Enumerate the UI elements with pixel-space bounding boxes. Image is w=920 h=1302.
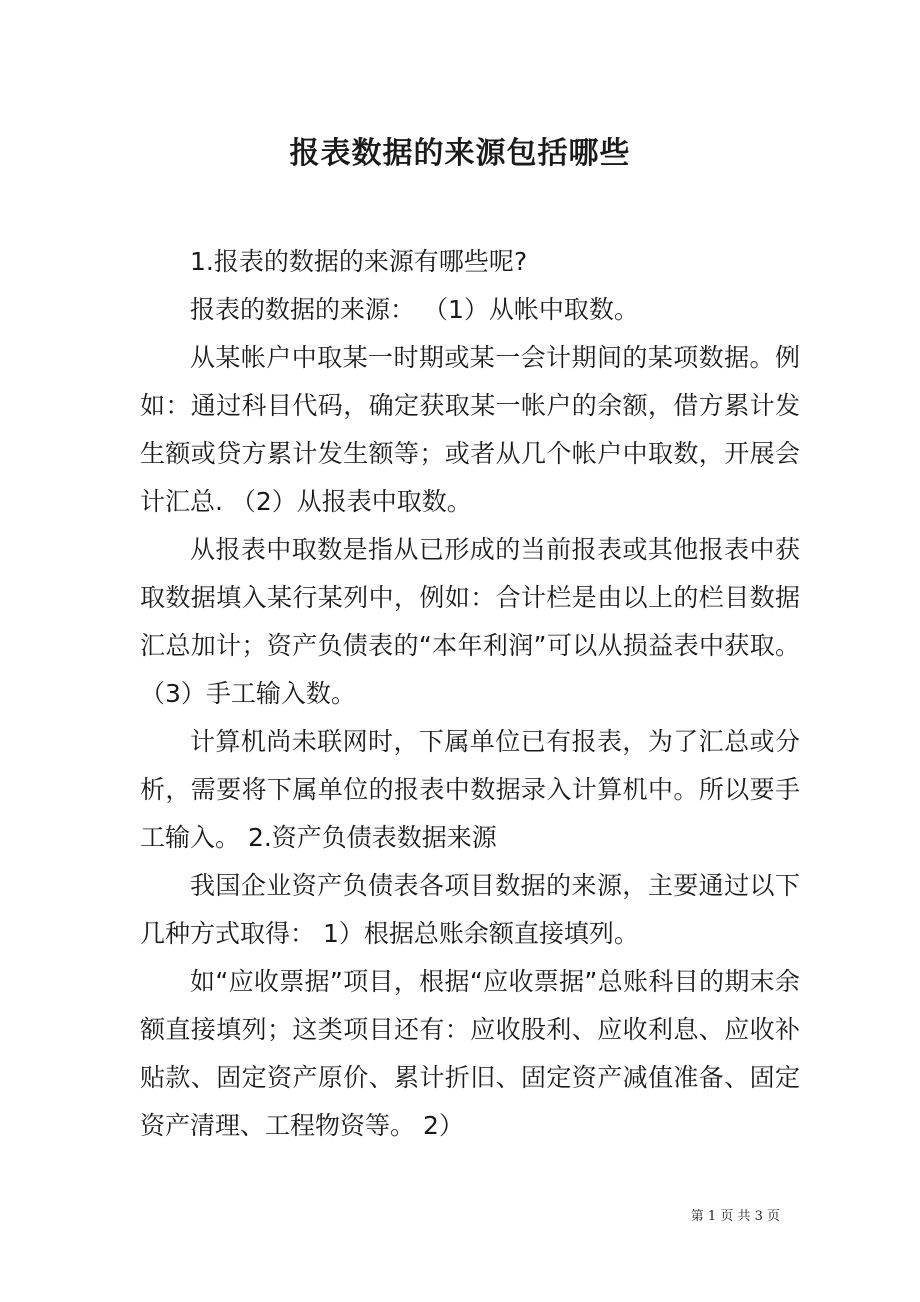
document-title: 报表数据的来源包括哪些 (289, 136, 631, 171)
page-number-footer (691, 1208, 780, 1226)
paragraph: 1.报表的数据的来源有哪些呢? (190, 247, 528, 276)
document-body (140, 238, 800, 1150)
page-number-label: 第 1 页 共 3 页 (690, 1209, 780, 1224)
paragraph: 我国企业资产负债表各项目数据的来源，主要通过以下几种方式取得： 1）根据总账余额直接填列。 (140, 871, 800, 948)
paragraph: 如“应收票据”项目，根据“应收票据”总账科目的期末余额直接填列；这类项目还有：应收股利、应收利息、应收补贴款、固定资产原价、累计折旧、固定资产减值准备、固定资产清理、工程物资等。 2） (140, 967, 800, 1140)
paragraph: 报表的数据的来源： （1）从帐中取数。 (190, 295, 639, 324)
paragraph: 从报表中取数是指从已形成的当前报表或其他报表中获取数据填入某行某列中，例如：合计栏是由以上的栏目数据汇总加计；资产负债表的“本年利润”可以从损益表中获取。 （3）手工输入数。 (140, 535, 800, 708)
paragraph: 计算机尚未联网时，下属单位已有报表，为了汇总或分析，需要将下属单位的报表中数据录入计算机中。所以要手工输入。 2.资产负债表数据来源 (140, 727, 800, 852)
paragraph: 从某帐户中取某一时期或某一会计期间的某项数据。例如：通过科目代码，确定获取某一帐户的余额，借方累计发生额或贷方累计发生额等；或者从几个帐户中取数，开展会计汇总. （2）从报表中取数。 (140, 343, 800, 516)
